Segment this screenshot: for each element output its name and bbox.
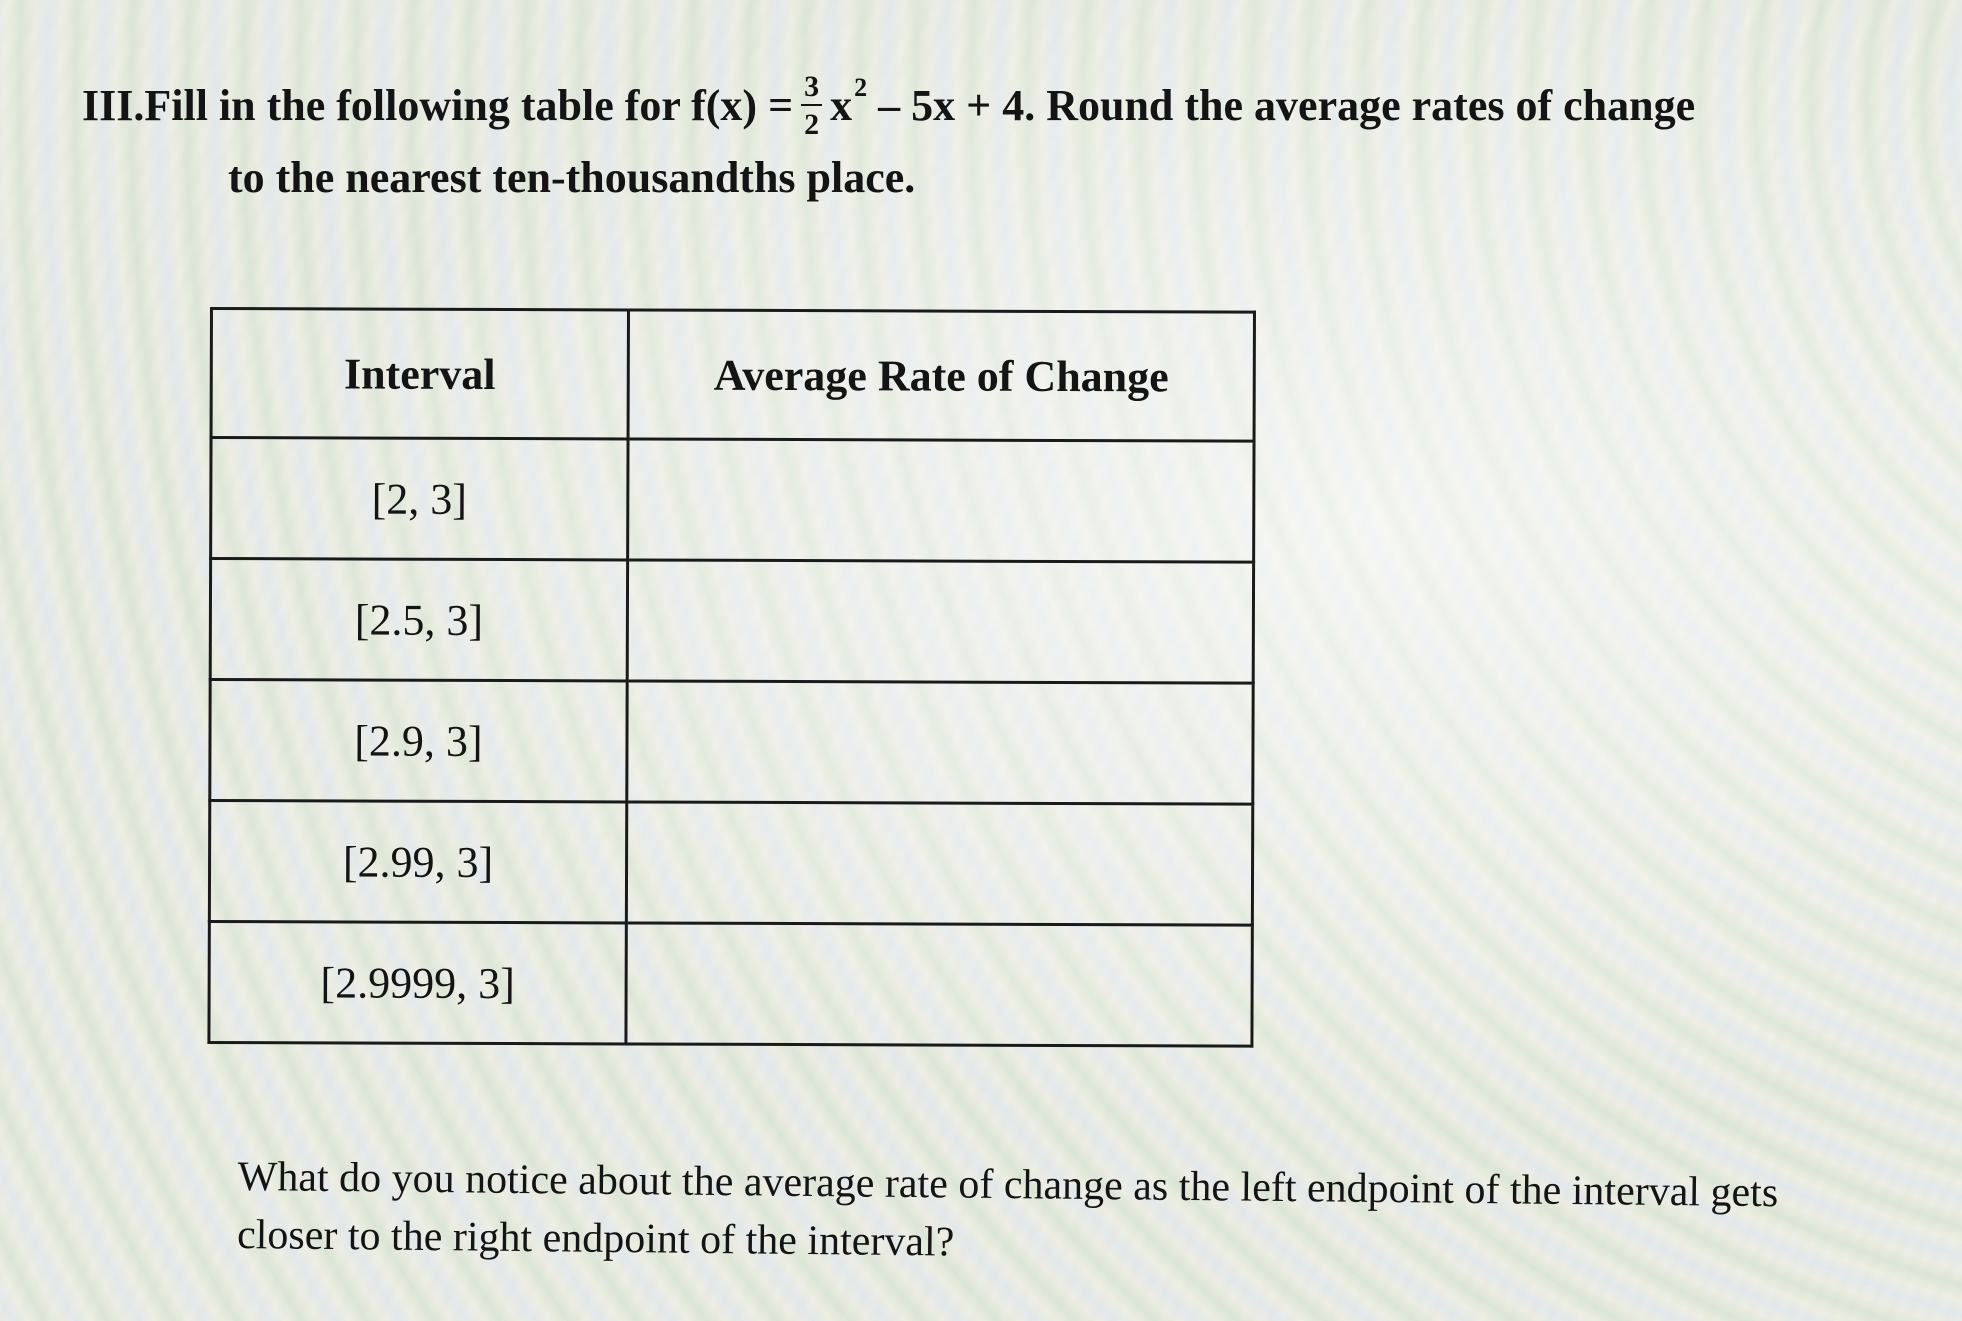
interval-cell: [2.99, 3] (209, 801, 626, 923)
problem-number: III. (82, 81, 145, 130)
interval-cell: [2.5, 3] (210, 559, 627, 681)
table-row (210, 680, 1253, 805)
interval-cell: [2, 3] (211, 438, 628, 560)
table-row (210, 559, 1253, 684)
fraction-denominator: 2 (804, 108, 820, 141)
table-row (211, 438, 1254, 563)
rate-table (207, 307, 1256, 1048)
problem-rest: – 5x + 4. Round the average rates of change (878, 81, 1696, 130)
rate-answer-cell[interactable] (627, 681, 1253, 804)
follow-up-question: What do you notice about the average rate of change as the left endpoint of the interval gets closer to the right endpoint of the interval? (236, 1153, 1779, 1266)
fraction (801, 72, 822, 140)
rate-answer-cell[interactable] (626, 802, 1252, 925)
problem-statement (82, 72, 1882, 208)
rate-answer-cell[interactable] (626, 923, 1252, 1046)
table-row (209, 801, 1252, 926)
problem-line-2: to the nearest ten-thousandths place. (228, 153, 916, 202)
header-interval: Interval (211, 309, 628, 439)
problem-prefix: Fill in the following table for f(x) = (144, 81, 794, 130)
rate-answer-cell[interactable] (627, 560, 1253, 683)
rate-answer-cell[interactable] (628, 439, 1254, 562)
interval-cell: [2.9999, 3] (209, 922, 626, 1044)
header-average-rate: Average Rate of Change (628, 310, 1254, 441)
table-header-row (211, 309, 1254, 442)
exponent: 2 (854, 73, 868, 102)
table-row (209, 922, 1252, 1047)
fraction-numerator: 3 (801, 72, 822, 106)
variable-x: x (830, 81, 853, 130)
problem-line-1 (82, 72, 1882, 140)
interval-cell: [2.9, 3] (210, 680, 627, 802)
